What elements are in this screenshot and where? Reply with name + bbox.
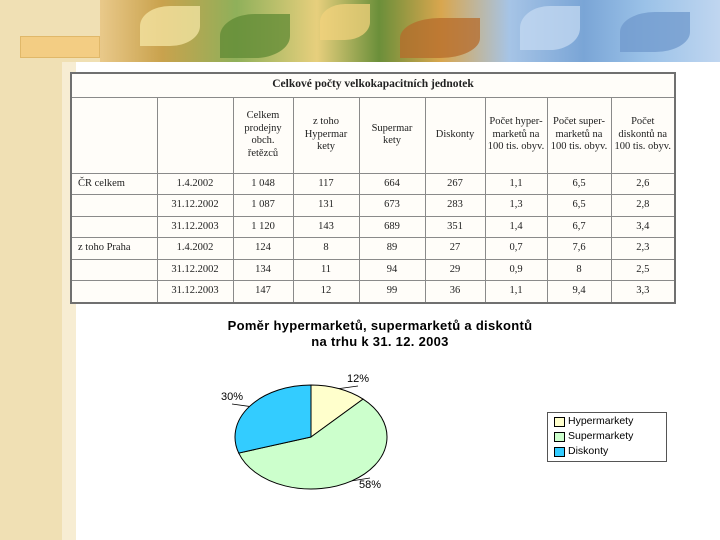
table-cell: 664 bbox=[359, 173, 425, 195]
legend-label: Supermarkety bbox=[568, 430, 634, 442]
group-label: ČR celkem bbox=[71, 173, 157, 195]
legend-swatch-discounts bbox=[554, 447, 565, 457]
header-cell: Diskonty bbox=[425, 97, 485, 173]
table-cell: 673 bbox=[359, 195, 425, 217]
table-cell: 0,7 bbox=[485, 238, 547, 260]
table-cell: 2,6 bbox=[611, 173, 675, 195]
table-cell: 12 bbox=[293, 281, 359, 303]
table-cell: 27 bbox=[425, 238, 485, 260]
table-cell: 147 bbox=[233, 281, 293, 303]
header-cell: Počet diskontů na 100 tis. obyv. bbox=[611, 97, 675, 173]
table-cell: 2,8 bbox=[611, 195, 675, 217]
legend-swatch-supermarkets bbox=[554, 432, 565, 442]
date-cell: 31.12.2003 bbox=[157, 281, 233, 303]
table-cell: 1,1 bbox=[485, 173, 547, 195]
table-cell: 8 bbox=[547, 259, 611, 281]
chart-title-line-2: na trhu k 31. 12. 2003 bbox=[311, 334, 449, 349]
table-cell: 1,1 bbox=[485, 281, 547, 303]
table-cell: 6,7 bbox=[547, 216, 611, 238]
table-cell: 0,9 bbox=[485, 259, 547, 281]
table-cell: 7,6 bbox=[547, 238, 611, 260]
header-cell: Počet hyper-marketů na 100 tis. obyv. bbox=[485, 97, 547, 173]
header-cell: Celkem prodejny obch. řetězců bbox=[233, 97, 293, 173]
table-cell: 6,5 bbox=[547, 195, 611, 217]
table-cell: 99 bbox=[359, 281, 425, 303]
legend-swatch-hypermarkets bbox=[554, 417, 565, 427]
table-cell: 117 bbox=[293, 173, 359, 195]
legend-item bbox=[548, 429, 666, 443]
table-cell: 94 bbox=[359, 259, 425, 281]
date-cell: 1.4.2002 bbox=[157, 173, 233, 195]
table-cell: 8 bbox=[293, 238, 359, 260]
date-cell: 1.4.2002 bbox=[157, 238, 233, 260]
table-title: Celkové počty velkokapacitních jednotek bbox=[71, 73, 675, 97]
date-cell: 31.12.2003 bbox=[157, 216, 233, 238]
legend-label: Hypermarkety bbox=[568, 415, 634, 427]
header-cell: Supermar kety bbox=[359, 97, 425, 173]
date-cell: 31.12.2002 bbox=[157, 195, 233, 217]
pie-data-label: 58% bbox=[358, 479, 382, 491]
pie-leader-line bbox=[339, 386, 358, 389]
legend-item bbox=[548, 414, 666, 428]
table-cell: 124 bbox=[233, 238, 293, 260]
chart-title-line-1: Poměr hypermarketů, supermarketů a diskontů bbox=[227, 318, 533, 333]
table-cell: 1 048 bbox=[233, 173, 293, 195]
table-cell: 9,4 bbox=[547, 281, 611, 303]
group-label: z toho Praha bbox=[71, 238, 157, 260]
table-cell: 143 bbox=[293, 216, 359, 238]
pie-leader-line bbox=[232, 404, 250, 406]
table-cell: 6,5 bbox=[547, 173, 611, 195]
table-cell: 3,3 bbox=[611, 281, 675, 303]
date-cell: 31.12.2002 bbox=[157, 259, 233, 281]
table-cell: 2,3 bbox=[611, 238, 675, 260]
table-cell: 11 bbox=[293, 259, 359, 281]
table-cell: 134 bbox=[233, 259, 293, 281]
legend-item bbox=[548, 444, 666, 458]
table-cell: 689 bbox=[359, 216, 425, 238]
header-cell: Počet super-marketů na 100 tis. obyv. bbox=[547, 97, 611, 173]
table-cell: 1 087 bbox=[233, 195, 293, 217]
header-cell: z toho Hypermar kety bbox=[293, 97, 359, 173]
table-cell: 131 bbox=[293, 195, 359, 217]
table-cell: 1,4 bbox=[485, 216, 547, 238]
table-cell: 3,4 bbox=[611, 216, 675, 238]
table-cell: 2,5 bbox=[611, 259, 675, 281]
table-cell: 1,3 bbox=[485, 195, 547, 217]
pie-data-label: 12% bbox=[346, 373, 370, 385]
chart-legend bbox=[547, 412, 667, 462]
table-cell: 351 bbox=[425, 216, 485, 238]
table-cell: 267 bbox=[425, 173, 485, 195]
table-cell: 1 120 bbox=[233, 216, 293, 238]
pie-data-label: 30% bbox=[220, 391, 244, 403]
table-cell: 283 bbox=[425, 195, 485, 217]
table-cell: 36 bbox=[425, 281, 485, 303]
table-cell: 29 bbox=[425, 259, 485, 281]
table-cell: 89 bbox=[359, 238, 425, 260]
legend-label: Diskonty bbox=[568, 445, 609, 457]
